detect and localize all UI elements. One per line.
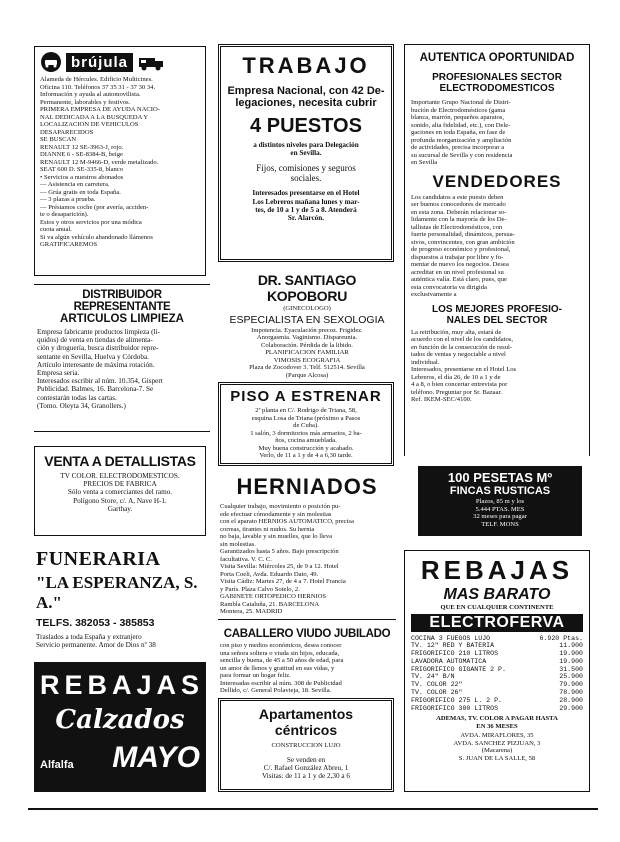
text-line: tallistas de Electrodomésticos, con xyxy=(411,223,503,231)
text-line: acuerdo con el nivel de los candidatos, xyxy=(411,336,513,343)
text-line: en esta zona. Deberán relacionar so- xyxy=(411,208,507,216)
trabajo-empresa2: legaciones, necesita cubrir xyxy=(235,97,377,109)
text-line: correas, tirantes ni nudos. Su hernia xyxy=(220,525,315,533)
text-line: • Servicios a nuestros abonados xyxy=(40,173,124,181)
text-line: sivos, convincentes, con gran ambición xyxy=(411,238,515,246)
text-line: ños, cocina amueblada. xyxy=(275,437,337,444)
text-line: PRECIOS DE FABRICA xyxy=(83,480,157,489)
text-line: auténtica valía. Está claro, pues, que xyxy=(411,276,507,283)
text-line: Plazos, 85 m y los xyxy=(475,498,525,505)
text-line: Montera, 25. MADRID xyxy=(220,608,283,615)
electroferva-price-list xyxy=(411,635,583,713)
text-line: con piso y medios económicos, desea conocer xyxy=(220,642,342,649)
text-line: — Asistencia en carretera. xyxy=(40,181,110,188)
text-line: — Grúa gratis en toda España. xyxy=(40,188,121,196)
text-line: Interesados escribir al núm. 10.354, Gispert xyxy=(37,377,163,386)
text-line: Colaboración. Pérdida de la libido. xyxy=(261,341,353,349)
trabajo-inter2: Los Lebreros mañana lunes y mar- xyxy=(252,197,360,206)
text-line: esquina Losa de Triana (próximo a Pasos xyxy=(251,414,361,422)
price-item-name: COCINA 3 FUEGOS LUJO xyxy=(411,634,491,642)
text-line: quidos) de venta en tiendas de alimenta- xyxy=(37,336,153,345)
caballero-text xyxy=(220,642,394,695)
text-line: 5.444 PTAS. MES xyxy=(475,505,525,513)
price-row xyxy=(411,666,583,674)
trabajo-ad xyxy=(218,44,394,262)
funeraria-line2: Servicio permanente. Amor de Dios nº 38 xyxy=(36,641,156,650)
car-front-icon xyxy=(40,51,62,73)
pesetas-sub: FINCAS RUSTICAS xyxy=(449,485,551,497)
text-line: Visitas: de 11 a 1 y de 2,30 a 6 xyxy=(262,771,350,780)
text-line: Publicidad. Balmes, 16. Barcelona-7. Se xyxy=(37,385,154,394)
text-line: Dellido, c/. General Polavieja, 18. Sevilla. xyxy=(220,687,332,694)
text-line: (Tomo. Oleyta 34, Granollers.) xyxy=(37,401,126,410)
text-line: PLANIFICACION FAMILIAR xyxy=(265,349,349,356)
price-row xyxy=(411,650,583,658)
trabajo-sevilla: en Sevilla. xyxy=(290,149,322,158)
autentica-ad xyxy=(404,44,590,456)
text-line: gaciones en toda España, en fase de xyxy=(411,129,506,136)
text-line: una señora soltera o viuda sin hijos, educada, xyxy=(220,649,340,657)
text-line: facultativa. V. C. C. xyxy=(220,555,272,563)
trabajo-puestos: 4 PUESTOS xyxy=(250,115,362,137)
text-line: RENAULT 12 SE-3963-J, rojo. xyxy=(40,143,124,151)
price-item-name: FRIGORIFICO 300 LITROS xyxy=(411,704,499,712)
text-line: GRATIFICAREMOS xyxy=(40,241,98,248)
pesetas-ad xyxy=(418,466,582,536)
text-line: Estos y otros servicios por una módica xyxy=(40,218,142,226)
electroferva-addr4: S. JUAN DE LA SALLE, 58 xyxy=(458,754,536,762)
price-item-name: FRIGORIFICO 275 L. 2 P. xyxy=(411,696,503,704)
text-line: Sólo venta a comerciantes del ramo. xyxy=(67,488,173,497)
herniados-title: HERNIADOS xyxy=(236,474,378,499)
text-line: de progreso económico y profesional, xyxy=(411,246,511,253)
text-line: en función de la consecución de resul- xyxy=(411,343,513,351)
text-line: Importante Grupo Nacional de Distri- xyxy=(411,99,511,106)
text-line: DESAPARECIDOS xyxy=(40,128,94,136)
text-line: SEAT 600 D. SE-335-8, blanco xyxy=(40,166,124,173)
trabajo-inter3: tes, de 10 a 1 y de 5 a 8. Atenderá xyxy=(255,205,357,214)
price-row xyxy=(411,705,583,713)
price-item-name: FRIGORIFICO GIGANTE 2 P. xyxy=(411,665,506,673)
text-line: C/. Rafael González Abreu, 1 xyxy=(263,763,349,772)
price-item-name: TV. 12" RED Y BATERIA xyxy=(411,642,495,650)
electroferva-que: QUE EN CUALQUIER CONTINENTE xyxy=(440,604,554,611)
text-line: esta convocatoria va dirigida xyxy=(411,283,487,291)
distribuidor-title: DISTRIBUIDOR REPRESENTANTE xyxy=(73,289,171,313)
autentica-title: AUTENTICA OPORTUNIDAD xyxy=(419,52,575,64)
trabajo-empresa: Empresa Nacional, con 42 De- xyxy=(227,85,385,97)
text-line: de actividades, precisa incorporar a xyxy=(411,144,505,151)
calzados-script: Calzados xyxy=(55,705,185,735)
apartamentos-text xyxy=(226,756,386,781)
text-line: en Sevilla xyxy=(411,159,438,166)
text-line: Garantizados hasta 5 años. Bajo prescripción xyxy=(220,548,339,555)
price-item-value: 31.500 xyxy=(559,665,583,673)
text-line: Rambla Cataluña, 21. BARCELONA xyxy=(220,600,320,608)
text-line: para formar un hogar feliz. xyxy=(220,672,291,679)
text-line: Lebreros, el día 26, de 10 a 1 y de xyxy=(411,373,501,381)
brujula-logo: brújula xyxy=(66,53,133,72)
price-row xyxy=(411,635,583,643)
text-line: no baja, lavable y sin muelles, que lo lleva xyxy=(220,533,333,540)
price-item-value: 79.900 xyxy=(559,681,583,689)
calzados-mayo: MAYO xyxy=(112,741,200,774)
text-line: Artículo interesante de máxima rotación. xyxy=(37,360,155,369)
trabajo-niveles: a distintos niveles para Delegación xyxy=(253,141,359,149)
electroferva-addr1: AVDA. MIRAFLORES, 35 xyxy=(460,732,534,740)
text-line: sentante en Sevilla, Huelva y Córdoba. xyxy=(37,352,149,361)
text-line: Interesadas escribir al núm. 308 de Publicidad xyxy=(220,679,342,687)
price-item-value: 19.900 xyxy=(559,657,583,665)
kopoboru-title: DR. SANTIAGO KOPOBORU xyxy=(257,272,357,304)
text-line: ede efectuar cómodamente y sin molestias xyxy=(220,510,332,518)
text-line: 4 a 8, o bien concertar entrevista por xyxy=(411,381,508,388)
electroferva-ad xyxy=(404,550,590,792)
text-line: RENAULT 12 M-9466-D, verde metalizado. xyxy=(40,158,159,166)
text-line: Porta Coeli, Avda. Eduardo Dato, 49. xyxy=(220,570,319,578)
autentica-mejores1: LOS MEJORES PROFESIO- xyxy=(431,303,563,315)
trabajo-title: TRABAJO xyxy=(242,53,370,78)
text-line: Permanente, laborables y festivos. xyxy=(40,98,131,106)
price-row xyxy=(411,673,583,681)
text-line: SE BUSCAN xyxy=(40,136,77,143)
text-line: Si va algún vehículo abandonado llámenos xyxy=(40,233,153,241)
price-item-value: 6.920 Ptas. xyxy=(539,634,583,642)
text-line: sin molestias. xyxy=(220,540,256,548)
calzados-bottom xyxy=(40,741,200,775)
text-line: LOCALIZACION DE VEHICULOS xyxy=(40,121,139,128)
price-item-value: 25.900 xyxy=(559,673,583,681)
text-line: contestarán todas las cartas. xyxy=(37,393,117,402)
text-line: tados de ventas y negociable a nivel xyxy=(411,351,506,358)
text-line: Garthay. xyxy=(107,504,133,513)
autentica-text xyxy=(411,99,583,167)
price-row xyxy=(411,642,583,650)
trabajo-inter4: Sr. Alarcón. xyxy=(287,214,325,223)
autentica-mejores2: NALES DEL SECTOR xyxy=(446,314,548,326)
brujula-text xyxy=(40,76,200,249)
text-line: dispuestos a trabajar por libre y fo- xyxy=(411,253,504,261)
text-line: Muy buena construcción y acabado. xyxy=(258,444,354,452)
electroferva-addr2: AVDA. SANCHEZ PIZJUAN, 3 xyxy=(453,739,541,747)
apartamentos-title: Apartamentos céntricos xyxy=(258,706,354,738)
distribuidor-ad xyxy=(34,284,210,432)
price-item-name: TV. COLOR 26" xyxy=(411,689,463,697)
piso-ad xyxy=(218,382,394,466)
text-line: — 3 plazas a prueba. xyxy=(40,196,96,203)
electroferva-mas: MAS BARATO xyxy=(443,586,551,603)
text-line: Información y ayuda al automovilista. xyxy=(40,91,141,98)
text-line: Interesados, presentarse en el Hotel Los xyxy=(411,366,517,373)
brujula-ad xyxy=(34,46,206,276)
text-line: PRIMERA EMPRESA DE AYUDA NACIO- xyxy=(40,106,160,113)
autentica-vendedores: VENDEDORES xyxy=(432,171,562,191)
text-line: Anorgasmia. Vaginismo. Dispareunia. xyxy=(256,334,358,341)
text-line: cuota anual. xyxy=(40,226,72,233)
text-line: 1 salón, 3 dormitorios más armarios, 2 ba- xyxy=(250,429,362,437)
text-line: (Parque Alcosa) xyxy=(285,371,329,379)
text-line: te o desaparición). xyxy=(40,211,89,218)
text-line: Verlo, de 11 a 1 y de 4 a 6,30 tarde. xyxy=(259,452,353,459)
text-line: ción y droguería, busca distribuidor repre- xyxy=(37,344,159,353)
trabajo-inter1: Interesados presentarse en el Hotel xyxy=(252,189,360,198)
text-line: Polígono Store, c/. A, Nave H-1. xyxy=(73,496,167,505)
text-line: Empresa fabricante productos limpieza (lí- xyxy=(37,328,160,336)
text-line: lidamente con la mayoría de los De- xyxy=(411,216,507,223)
kopoboru-ad xyxy=(218,270,396,379)
price-item-value: 11.900 xyxy=(559,642,583,650)
autentica-prof2: ELECTRODOMESTICOS xyxy=(439,83,555,94)
piso-text xyxy=(225,407,387,460)
price-row xyxy=(411,681,583,689)
text-line: 32 meses para pagar xyxy=(473,513,527,520)
price-item-name: FRIGORIFICO 210 LITROS xyxy=(411,650,499,658)
text-line: Ref. IKEM-SEC/4100. xyxy=(411,396,472,403)
distribuidor-text xyxy=(37,328,207,410)
autentica-text2 xyxy=(411,194,583,299)
text-line: y París. Plaza Calvo Sotelo, 2. xyxy=(220,585,300,593)
apartamentos-ad xyxy=(218,698,394,792)
electroferva-addr3: (Macarena) xyxy=(481,747,513,755)
funeraria-phones: TELFS. 382053 - 385853 xyxy=(36,617,155,629)
price-row xyxy=(411,697,583,705)
piso-title: PISO A ESTRENAR xyxy=(230,388,382,405)
tow-truck-icon xyxy=(137,52,165,72)
price-item-name: TV. 24" B/N xyxy=(411,673,455,681)
price-row xyxy=(411,689,583,697)
funeraria-ad xyxy=(34,546,210,650)
text-line: su sucursal de Sevilla y con residencia xyxy=(411,151,513,159)
text-line: de Cuba). xyxy=(293,422,319,429)
apartamentos-sub: CONSTRUCCION LUJO xyxy=(271,742,341,749)
text-line: ser buenos conocedores de mercado xyxy=(411,201,506,208)
text-line: Alameda de Hércules. Edificio Multicines. xyxy=(40,76,153,83)
trabajo-sociales: sociales. xyxy=(290,173,322,184)
text-line: Visita Sevilla: Miércoles 25, de 9 a 12. Hotel xyxy=(220,563,339,570)
text-line: Se venden en xyxy=(286,755,326,764)
text-line: Empresa seria. xyxy=(37,369,80,378)
electroferva-plazos2: EN 36 MESES xyxy=(476,722,518,730)
pesetas-title: 100 PESETAS Mº xyxy=(447,470,553,485)
text-line: acreditar en un nivel profesional su xyxy=(411,268,504,276)
electroferva-rebajas: REBAJAS xyxy=(420,555,574,585)
text-line: profunda reorganización y ampliación xyxy=(411,136,512,144)
autentica-text3 xyxy=(411,329,583,404)
text-line: sencilla y buena, de 45 a 50 años de edad, para xyxy=(220,657,344,664)
price-item-value: 28.900 xyxy=(559,696,583,704)
distribuidor-subtitle: ARTICULOS LIMPIEZA xyxy=(60,313,184,325)
price-row xyxy=(411,658,583,666)
electroferva-brand: ELECTROFERVA xyxy=(411,614,583,632)
text-line: GABINETE ORTOPEDICO HERNIOS xyxy=(220,593,327,600)
caballero-ad xyxy=(218,626,396,694)
text-line: sonido, alta fidelidad, etc.), con Dele- xyxy=(411,121,511,129)
text-line: exclusivamente a xyxy=(411,291,457,298)
caballero-title: CABALLERO VIUDO JUBILADO xyxy=(223,628,391,640)
detallistas-title: VENTA A DETALLISTAS xyxy=(44,453,196,469)
herniados-ad xyxy=(218,472,396,620)
brujula-header xyxy=(40,51,200,73)
kopoboru-text xyxy=(220,327,394,380)
text-line: Oficina 110. Teléfonos 37 35 31 - 37 30 34. xyxy=(40,83,156,91)
trabajo-fijos: Fijos, comisiones y seguros xyxy=(256,163,356,174)
detallistas-ad xyxy=(34,446,206,536)
text-line: Los candidatos a este puesto deben xyxy=(411,193,504,201)
text-line: La retribución, muy alta, estará de xyxy=(411,328,502,336)
autentica-prof1: PROFESIONALES SECTOR xyxy=(432,72,562,83)
text-line: fuerte personalidad, dinámicos, persua- xyxy=(411,231,515,238)
detallistas-text xyxy=(40,472,200,513)
text-line: Impotencia. Eyaculación precoz. Frigidez. xyxy=(251,326,363,334)
price-item-value: 29.900 xyxy=(559,704,583,712)
price-item-name: TV. COLOR 22" xyxy=(411,681,463,689)
price-item-value: 78.900 xyxy=(559,689,583,697)
text-line: bución de Electrodomésticos (gama xyxy=(411,106,506,114)
price-item-name: LAVADORA AUTOMATICA xyxy=(411,657,487,665)
text-line: mentar de nuevo los negocios. Desea xyxy=(411,261,509,268)
text-line: Cualquier trabajo, movimiento o posición pu- xyxy=(220,503,341,510)
text-line: NAL DEDICADA A LA BUSQUEDA Y xyxy=(40,113,149,121)
herniados-text xyxy=(220,503,394,616)
kopoboru-spec: ESPECIALISTA EN SEXOLOGIA xyxy=(229,313,385,326)
page-bottom-rule xyxy=(28,808,598,810)
funeraria-name: "LA ESPERANZA, S. A." xyxy=(36,573,198,612)
text-line: TV COLOR. ELECTRODOMESTICOS. xyxy=(60,472,180,480)
funeraria-line1: Traslados a toda España y extranjero xyxy=(36,633,142,641)
price-item-value: 19.900 xyxy=(559,650,583,658)
kopoboru-sub: (GINECOLOGO) xyxy=(283,305,331,312)
text-line: Plaza de Zocodover 3. Telf. 512514. Sevilla xyxy=(249,364,365,371)
text-line: VIMOSIS ECOGRAFIA xyxy=(273,356,341,364)
text-line: TELF. MONS xyxy=(481,520,519,528)
calzados-mayo-ad xyxy=(34,662,206,792)
text-line: con el aparato HERNIOS AUTOMATICO, precisa xyxy=(220,518,354,525)
text-line: Visita Cádiz: Martes 27, de 4 a 7. Hotel Francia xyxy=(220,578,346,585)
text-line: un amor de llenos y gratitud en sus vidas, y xyxy=(220,664,335,672)
pesetas-text xyxy=(422,498,578,528)
electroferva-plazos: ADEMAS, TV. COLOR A PAGAR HASTA xyxy=(436,715,558,723)
calzados-rebajas: REBAJAS xyxy=(40,670,205,700)
text-line: — Préstamos coche (por avería, acciden- xyxy=(40,203,149,211)
text-line: 2ª planta en C/. Rodrigo de Triana, 58, xyxy=(255,407,357,414)
text-line: DIANNE 6 - SE-8384-B, beige xyxy=(40,151,123,158)
funeraria-title: FUNERARIA xyxy=(36,548,161,570)
text-line: teléfono. Preguntar por Sr. Bazaar. xyxy=(411,388,503,396)
text-line: individual. xyxy=(411,358,440,366)
text-line: blanca, marrón, pequeños aparatos, xyxy=(411,114,505,121)
calzados-alfalfa: Alfalfa xyxy=(40,759,74,771)
